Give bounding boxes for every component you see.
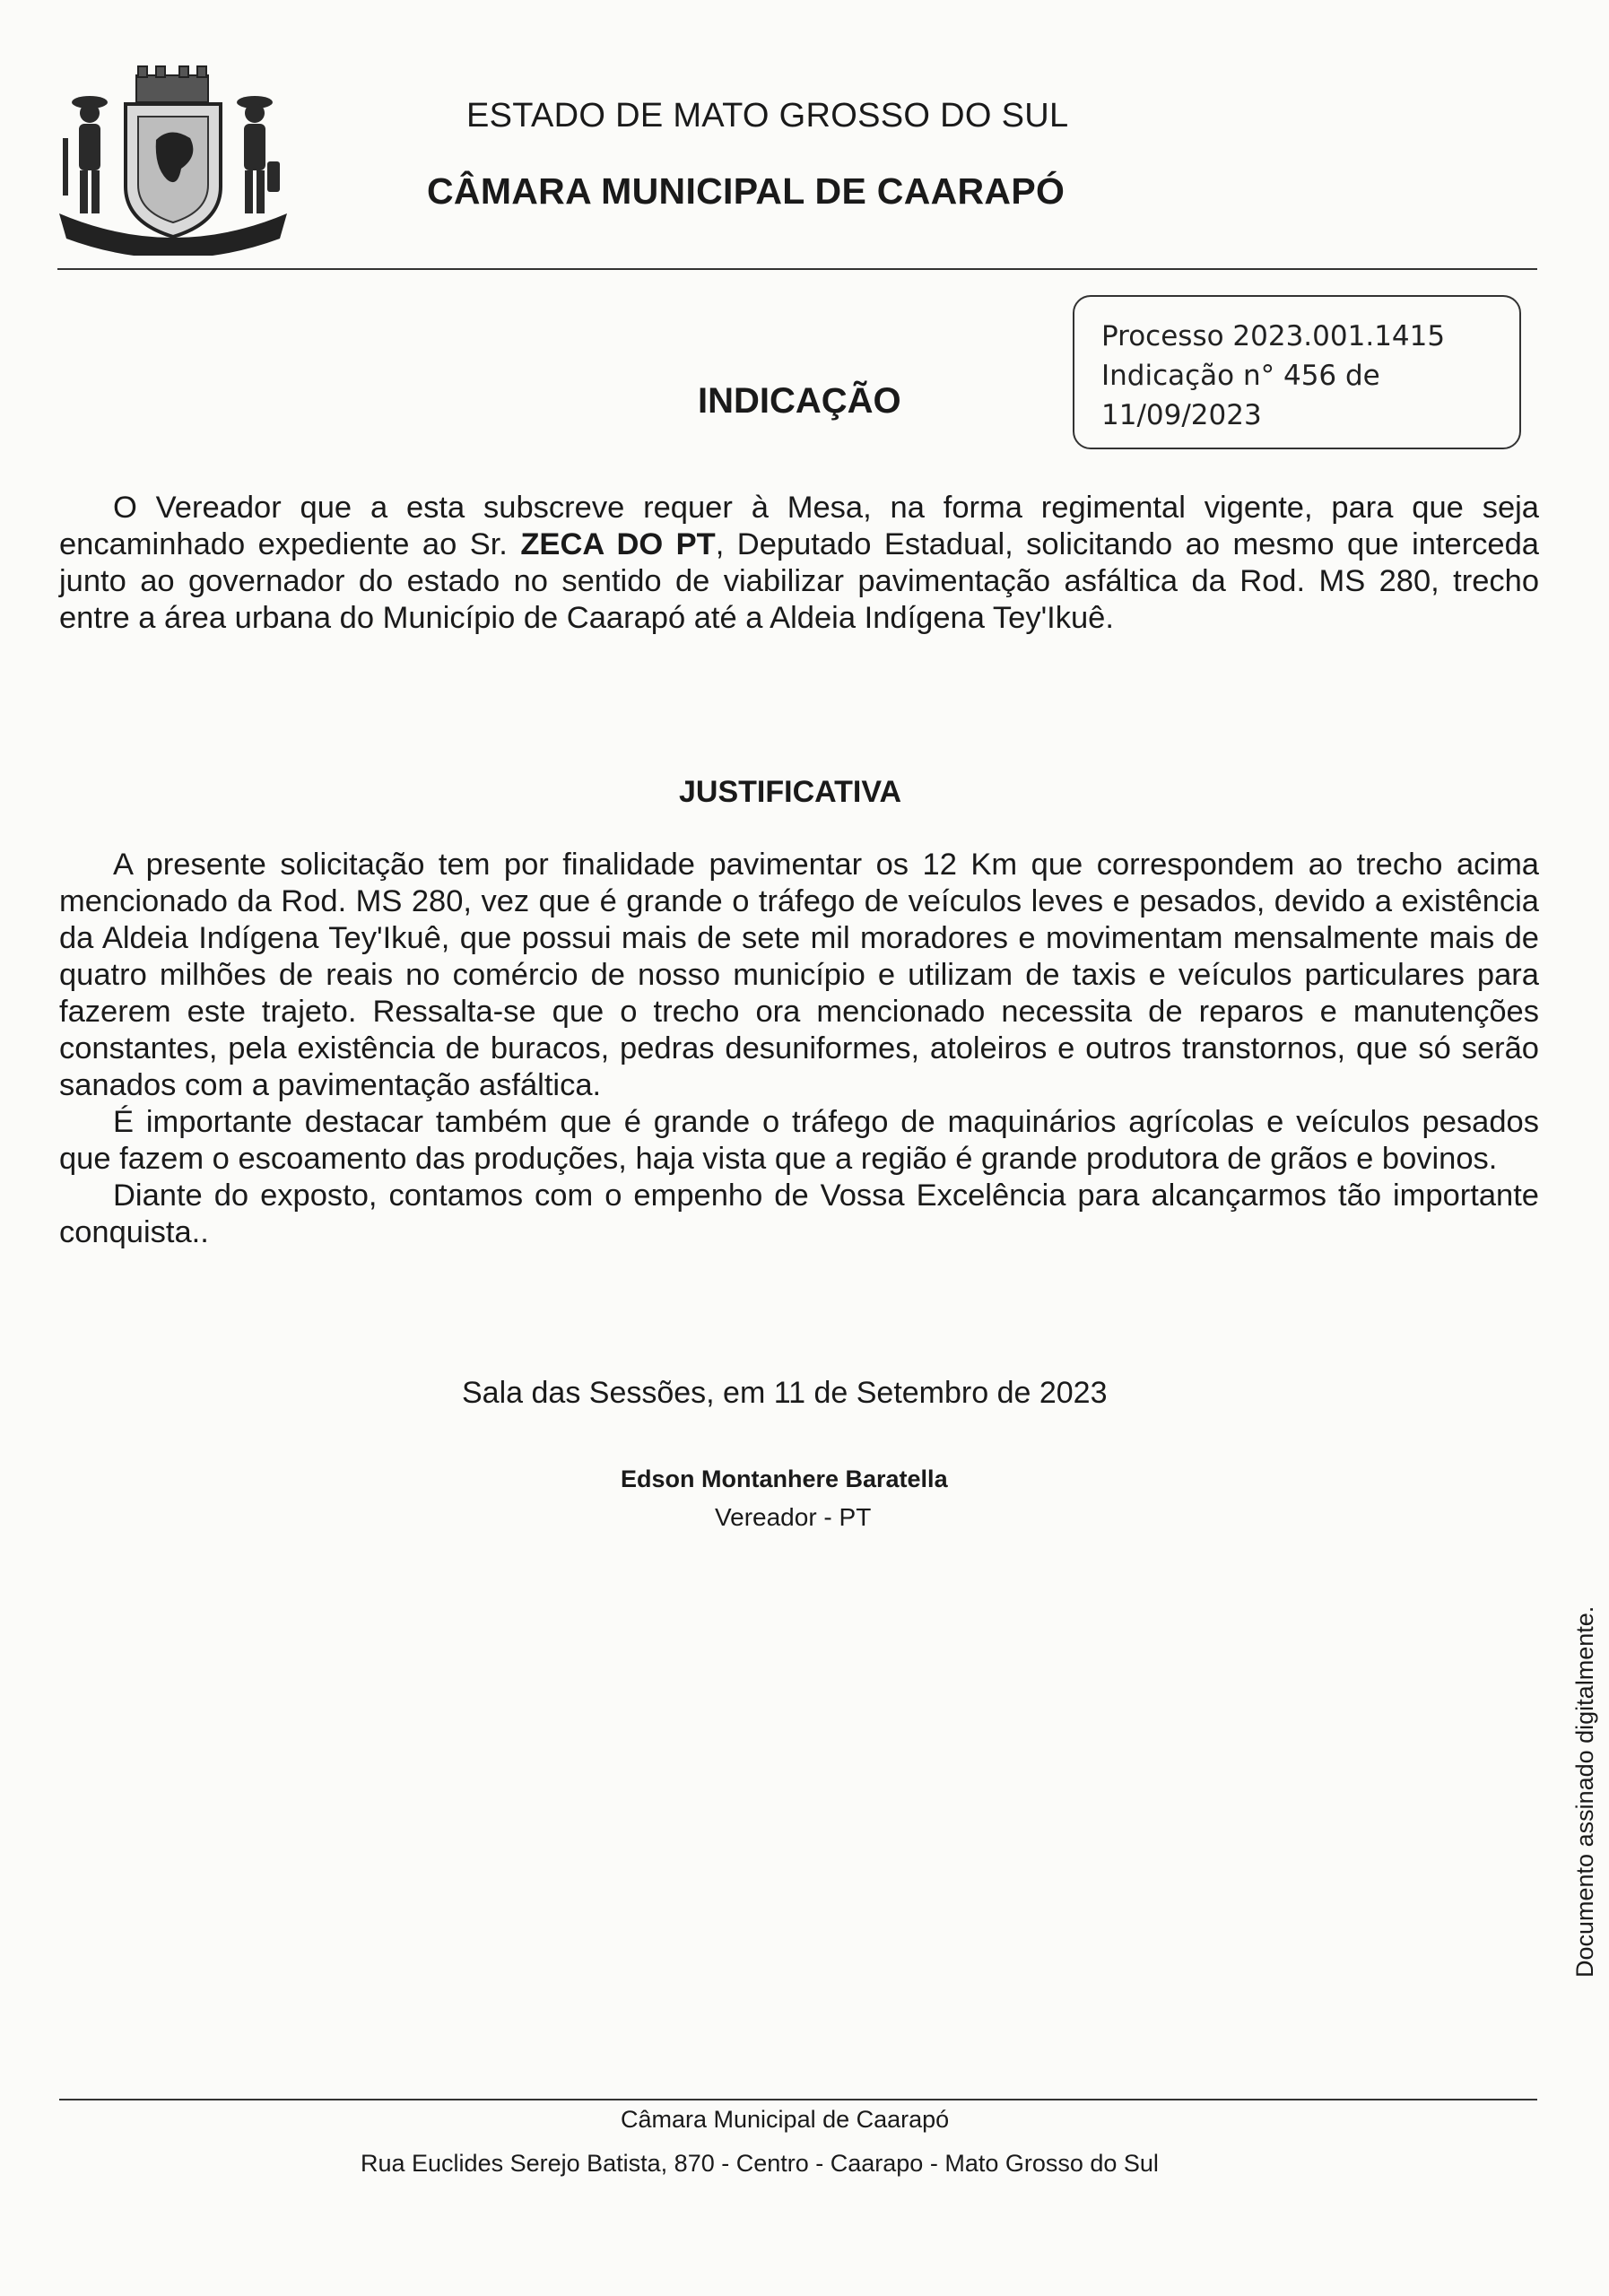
process-number-box [1073, 295, 1521, 449]
header-chamber-name: CÂMARA MUNICIPAL DE CAARAPÓ [427, 170, 1065, 212]
indicacao-text-start: O Vereador que a esta subscreve requer à Mesa, na forma regimental vigente, para que seja encaminhado expediente ao Sr. [59, 491, 1539, 561]
indicacao-title: INDICAÇÃO [698, 381, 901, 421]
indicacao-paragraph [59, 490, 1539, 637]
indication-date: 11/09/2023 [1101, 399, 1262, 431]
footer-address: Rua Euclides Serejo Batista, 870 - Centro - Caarapo - Mato Grosso do Sul [361, 2150, 1159, 2177]
indicacao-text-end: , Deputado Estadual, solicitando ao mesmo que interceda junto ao governador do estado no sentido de viabilizar pavimentação asfáltica da Rod. MS 280, trecho entre a área urbana do Município de Caarapó até a Aldeia Indígena Tey'Ikuê. [59, 527, 1539, 635]
justificativa-body [59, 847, 1539, 1251]
digital-signature-note: Documento assinado digitalmente. [1571, 1605, 1598, 1978]
header-divider [57, 268, 1537, 270]
justificativa-paragraph-3: Diante do exposto, contamos com o empenho de Vossa Excelência para alcançarmos tão importante conquista.. [59, 1178, 1539, 1249]
justificativa-paragraph-2: É importante destacar também que é grande o tráfego de maquinários agrícolas e veículos pesados que fazem o escoamento das produções, haja vista que a região é grande produtora de grãos e bovinos. [59, 1105, 1539, 1176]
municipal-crest-logo [56, 63, 291, 256]
justificativa-title: JUSTIFICATIVA [679, 775, 902, 809]
signer-role: Vereador - PT [715, 1503, 872, 1531]
deputy-name: ZECA DO PT [520, 527, 716, 561]
signer-name: Edson Montanhere Baratella [621, 1465, 948, 1492]
place-date-line: Sala das Sessões, em 11 de Setembro de 2023 [462, 1376, 1108, 1410]
process-number: Processo 2023.001.1415 [1101, 320, 1446, 352]
header-state-name: ESTADO DE MATO GROSSO DO SUL [466, 97, 1069, 135]
footer-institution: Câmara Municipal de Caarapó [621, 2106, 950, 2133]
footer-divider [59, 2099, 1537, 2100]
indication-number: Indicação n° 456 de [1101, 360, 1380, 392]
justificativa-paragraph-1: A presente solicitação tem por finalidade pavimentar os 12 Km que correspondem ao trecho acima mencionado da Rod. MS 280, vez que é grande o tráfego de veículos leves e pesados, devido a existência da Aldeia Indígena Tey'Ikuê, que possui mais de sete mil moradores e movimentam mensalmente mais de quatro milhões de reais no comércio de nosso município e utilizam de taxis e veículos particulares para fazerem este trajeto. Ressalta-se que o trecho ora mencionado necessita de reparos e manutenções constantes, pela existência de buracos, pedras desuniformes, atoleiros e outros transtornos, que só serão sanados com a pavimentação asfáltica. [59, 848, 1539, 1102]
